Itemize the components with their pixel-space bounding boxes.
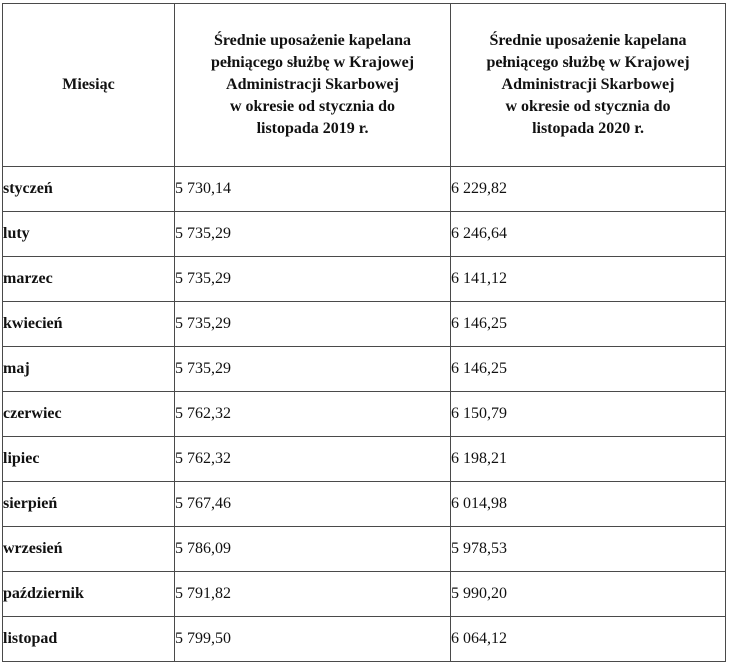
salary-2020-column-header [451,4,726,167]
salary-2019-cell: 5 735,29 [175,212,451,257]
table-row [3,167,726,212]
salary-2019-cell: 5 762,32 [175,392,451,437]
month-cell: maj [3,347,175,392]
month-cell: październik [3,572,175,617]
table-row [3,572,726,617]
month-cell: kwiecień [3,302,175,347]
header-line: w okresie od stycznia do [229,98,396,115]
salary-2020-cell: 6 229,82 [451,167,726,212]
salary-2020-cell: 6 198,21 [451,437,726,482]
salary-2019-cell: 5 799,50 [175,617,451,662]
table-row [3,257,726,302]
salary-2019-cell: 5 735,29 [175,257,451,302]
month-cell: listopad [3,617,175,662]
table-row [3,482,726,527]
header-line: w okresie od stycznia do [505,98,671,115]
salary-2019-cell: 5 762,32 [175,437,451,482]
salary-2020-cell: 6 064,12 [451,617,726,662]
header-line: pełniącego służbę w Krajowej [210,54,415,71]
month-cell: luty [3,212,175,257]
header-line: listopada 2020 r. [532,120,644,137]
header-line: Administracji Skarbowej [501,76,675,93]
salary-2019-cell: 5 735,29 [175,347,451,392]
salary-2019-cell: 5 786,09 [175,527,451,572]
month-cell: czerwiec [3,392,175,437]
salary-2019-cell: 5 767,46 [175,482,451,527]
header-line: Administracji Skarbowej [226,76,399,93]
salary-2020-cell: 5 978,53 [451,527,726,572]
table-row [3,392,726,437]
month-cell: wrzesień [3,527,175,572]
month-cell: lipiec [3,437,175,482]
salary-2020-cell: 6 150,79 [451,392,726,437]
table-row [3,617,726,662]
month-cell: styczeń [3,167,175,212]
salary-2020-cell: 6 246,64 [451,212,726,257]
salary-2019-cell: 5 791,82 [175,572,451,617]
header-row [3,4,726,167]
header-line: listopada 2019 r. [256,120,369,137]
header-line: pełniącego służbę w Krajowej [486,54,690,71]
month-cell: marzec [3,257,175,302]
salary-2019-column-header [175,4,451,167]
salary-2020-cell: 6 014,98 [451,482,726,527]
table-row [3,212,726,257]
table-body [3,167,726,662]
salary-2020-cell: 6 146,25 [451,302,726,347]
table-row [3,347,726,392]
salary-2020-cell: 6 141,12 [451,257,726,302]
table-row [3,437,726,482]
header-line: Średnie uposażenie kapelana [489,32,687,49]
salary-table [2,3,726,662]
salary-2020-cell: 5 990,20 [451,572,726,617]
month-column-header: Miesiąc [3,4,175,167]
salary-2019-cell: 5 735,29 [175,302,451,347]
salary-2019-cell: 5 730,14 [175,167,451,212]
salary-2020-cell: 6 146,25 [451,347,726,392]
table-row [3,527,726,572]
table-header [3,4,726,167]
month-cell: sierpień [3,482,175,527]
header-line: Średnie uposażenie kapelana [213,32,412,49]
table-row [3,302,726,347]
